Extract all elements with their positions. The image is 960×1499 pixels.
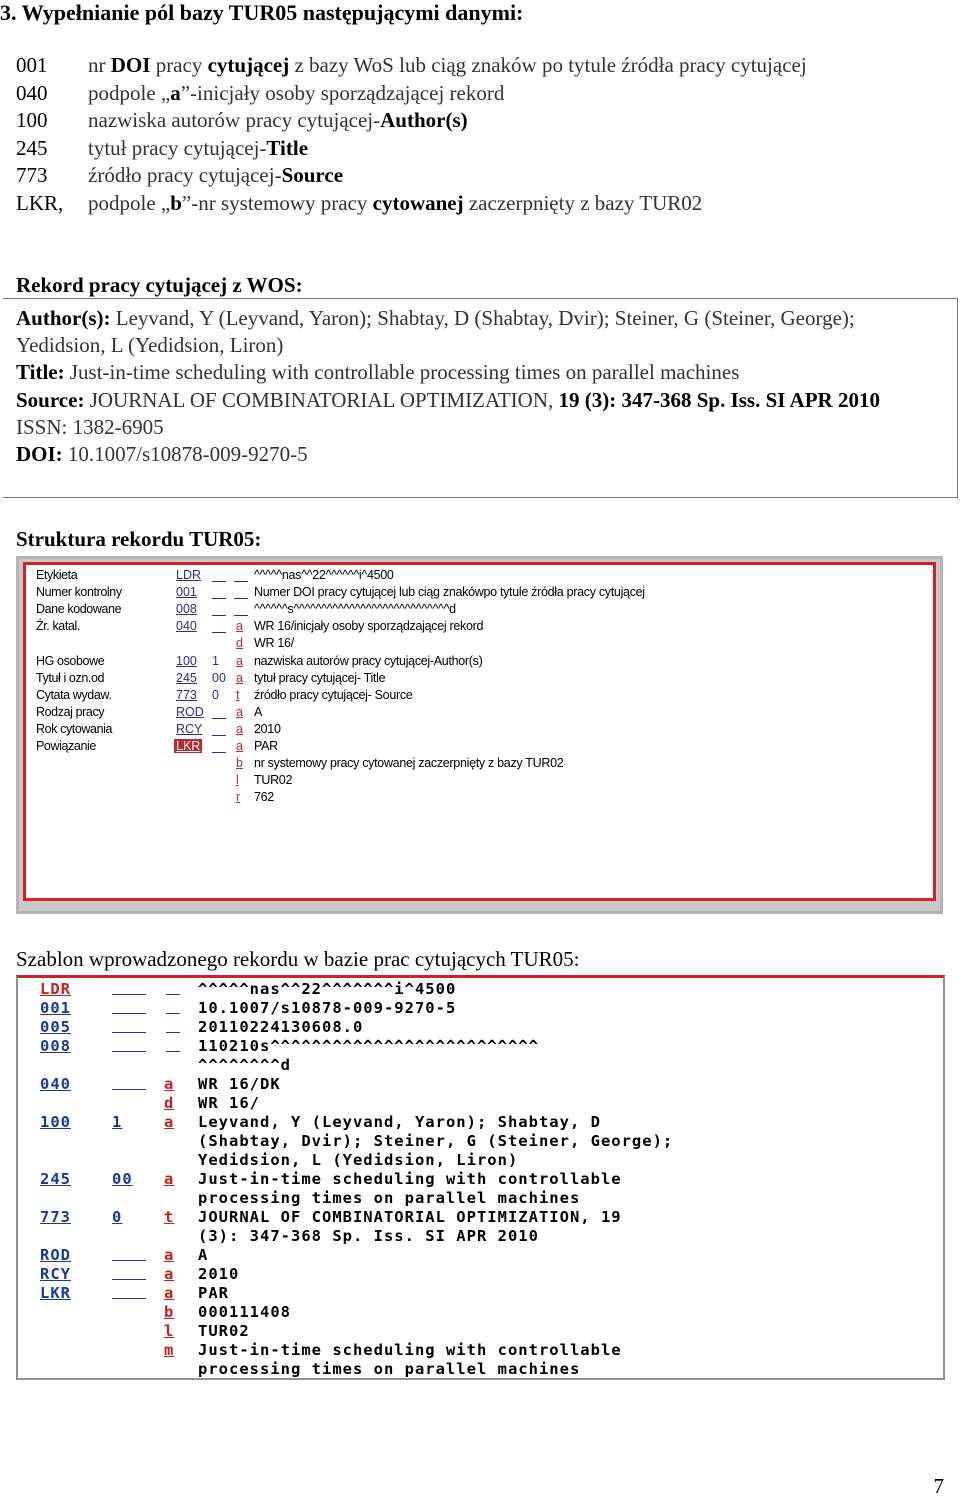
structure-value[interactable]: 2010 — [254, 721, 281, 736]
field-emphasis: DOI — [110, 53, 151, 77]
structure-subfield[interactable]: d — [236, 636, 243, 651]
template-value[interactable]: 10.1007/s10878-009-9270-5 — [198, 999, 457, 1017]
structure-indicator-blank[interactable] — [212, 739, 226, 753]
field-description: źródło pracy cytującej-Source — [88, 163, 344, 187]
structure-value[interactable]: Numer DOI pracy cytującej lub ciąg znakówpo tytule źródła pracy cytującej — [254, 585, 645, 600]
template-subfield[interactable]: a — [164, 1246, 175, 1264]
section-heading: 3. Wypełnianie pól bazy TUR05 następującymi danymi: — [0, 0, 524, 25]
template-screenshot — [16, 975, 945, 1380]
template-indicator[interactable]: 1 — [112, 1113, 123, 1131]
template-indicator-blank[interactable] — [112, 1018, 146, 1033]
structure-subfield[interactable]: l — [236, 773, 239, 788]
structure-tag[interactable]: LKR — [176, 739, 201, 753]
definition-row — [16, 107, 807, 135]
structure-value[interactable]: A — [254, 704, 263, 719]
structure-subfield-blank[interactable] — [234, 585, 248, 599]
field-code: 245 — [16, 135, 48, 160]
template-indicator-blank[interactable] — [112, 980, 146, 995]
field-code: LKR, — [16, 190, 64, 215]
structure-value[interactable]: ^^^^^^s^^^^^^^^^^^^^^^^^^^^^^^^^^^^d — [254, 602, 456, 617]
template-subfield[interactable]: a — [164, 1265, 175, 1283]
structure-subfield[interactable]: a — [236, 653, 243, 668]
structure-tag[interactable]: 773 — [176, 687, 197, 702]
structure-label: Źr. katal. — [36, 619, 80, 634]
structure-tag[interactable]: 001 — [176, 585, 197, 600]
structure-tag[interactable]: ROD — [176, 704, 204, 719]
wos-doi: DOI: 10.1007/s10878-009-9270-5 — [16, 442, 308, 467]
structure-indicator-blank[interactable] — [212, 705, 226, 719]
template-subfield-blank[interactable] — [166, 980, 180, 995]
wos-source: Source: JOURNAL OF COMBINATORIAL OPTIMIZATION, 19 (3): 347-368 Sp. Iss. SI APR 2010 — [16, 387, 880, 412]
template-value[interactable]: 110210s^^^^^^^^^^^^^^^^^^^^^^^^^^ — [198, 1037, 539, 1055]
structure-value[interactable]: WR 16/inicjały osoby sporządzającej rekord — [254, 619, 484, 634]
structure-subfield[interactable]: a — [236, 704, 243, 719]
field-code: 773 — [16, 163, 48, 187]
template-value[interactable]: processing times on parallel machines — [198, 1360, 581, 1378]
template-value[interactable]: WR 16/DK — [198, 1075, 281, 1093]
template-indicator-blank[interactable] — [112, 1246, 146, 1261]
structure-tag[interactable]: 040 — [176, 619, 197, 634]
template-tag[interactable]: 040 — [40, 1075, 71, 1093]
template-tag[interactable]: 773 — [40, 1208, 71, 1226]
template-subfield-blank[interactable] — [166, 1037, 180, 1052]
template-indicator-blank[interactable] — [112, 1075, 146, 1090]
field-description: nr DOI pracy cytującej z bazy WoS lub ciąg znaków po tytule źródła pracy cytującej — [88, 53, 807, 77]
template-title: Szablon wprowadzonego rekordu w bazie prac cytujących TUR05: — [16, 947, 580, 971]
template-value[interactable]: PAR — [198, 1284, 229, 1302]
structure-indicator[interactable]: 1 — [212, 653, 219, 668]
field-emphasis: Source — [281, 163, 344, 187]
field-emphasis: cytującej — [207, 53, 290, 77]
structure-tag[interactable]: RCY — [176, 721, 203, 736]
field-description: tytuł pracy cytującej-Title — [88, 135, 309, 160]
structure-label: HG osobowe — [36, 653, 105, 668]
definition-row — [16, 135, 807, 163]
template-subfield[interactable]: m — [164, 1341, 175, 1359]
wos-record-box — [3, 298, 958, 498]
field-description: nazwiska autorów pracy cytującej-Author(s) — [88, 108, 468, 132]
structure-subfield[interactable]: a — [236, 739, 243, 753]
field-emphasis: Title — [266, 135, 309, 160]
structure-indicator-blank[interactable] — [212, 602, 226, 616]
structure-value[interactable]: 762 — [254, 790, 274, 805]
structure-value[interactable]: nr systemowy pracy cytowanej zaczerpnięty z bazy TUR02 — [254, 756, 564, 771]
template-value[interactable]: 20110224130608.0 — [198, 1018, 364, 1036]
wos-record-title: Rekord pracy cytującej z WOS: — [16, 273, 303, 297]
template-subfield[interactable]: l — [164, 1322, 175, 1340]
structure-indicator-blank[interactable] — [212, 585, 226, 599]
structure-label: Powiązanie — [36, 739, 96, 753]
field-emphasis: b — [170, 190, 182, 215]
page-number: 7 — [933, 1474, 944, 1498]
structure-record-panel — [23, 562, 936, 901]
structure-subfield[interactable]: t — [236, 687, 240, 702]
definition-row — [16, 162, 807, 190]
structure-subfield-blank[interactable] — [234, 568, 248, 582]
template-indicator-blank[interactable] — [112, 999, 146, 1014]
template-value[interactable]: Yedidsion, L (Yedidsion, Liron) — [198, 1151, 519, 1169]
structure-subfield[interactable]: r — [236, 790, 241, 805]
template-tag[interactable]: LDR — [40, 980, 71, 998]
template-value[interactable]: A — [198, 1246, 209, 1264]
structure-indicator-blank[interactable] — [212, 619, 226, 633]
template-subfield[interactable]: a — [164, 1075, 175, 1093]
structure-label: Dane kodowane — [36, 602, 122, 617]
structure-label: Rodzaj pracy — [36, 704, 105, 719]
field-emphasis: Author(s) — [380, 108, 468, 132]
definition-row — [16, 190, 807, 218]
structure-indicator[interactable]: 00 — [212, 670, 226, 685]
template-tag[interactable]: 008 — [40, 1037, 71, 1055]
structure-indicator[interactable]: 0 — [212, 687, 219, 702]
field-emphasis: cytowanej — [372, 190, 464, 215]
template-tag[interactable]: 001 — [40, 999, 71, 1017]
structure-tag[interactable]: LDR — [176, 568, 202, 582]
structure-value[interactable]: nazwiska autorów pracy cytującej-Author(s) — [254, 653, 483, 668]
structure-subfield[interactable]: a — [236, 721, 243, 736]
structure-label: Rok cytowania — [36, 721, 113, 736]
template-value[interactable]: TUR02 — [198, 1322, 250, 1340]
structure-subfield-blank[interactable] — [234, 602, 248, 616]
field-code: 100 — [16, 108, 48, 132]
template-subfield[interactable]: b — [164, 1303, 175, 1321]
template-tag[interactable]: ROD — [40, 1246, 71, 1264]
template-value[interactable]: JOURNAL OF COMBINATORIAL OPTIMIZATION, 19 — [198, 1208, 622, 1226]
structure-tag[interactable]: 245 — [176, 670, 197, 685]
template-value[interactable]: 2010 — [198, 1265, 240, 1283]
template-value[interactable]: WR 16/ — [198, 1094, 260, 1112]
template-value[interactable]: ^^^^^nas^^22^^^^^^^i^4500 — [198, 980, 457, 998]
template-tag[interactable]: RCY — [40, 1265, 71, 1283]
template-tag[interactable]: 245 — [40, 1170, 71, 1188]
field-emphasis: a — [170, 80, 181, 105]
structure-subfield[interactable]: b — [236, 756, 243, 771]
template-indicator-blank[interactable] — [112, 1284, 146, 1299]
template-subfield-blank[interactable] — [166, 1018, 180, 1033]
structure-value[interactable]: PAR — [254, 739, 278, 753]
structure-screenshot — [16, 556, 943, 914]
structure-label: Numer kontrolny — [36, 585, 122, 600]
template-indicator[interactable]: 0 — [112, 1208, 123, 1226]
template-indicator-blank[interactable] — [112, 1037, 146, 1052]
template-subfield[interactable]: a — [164, 1284, 175, 1302]
template-indicator-blank[interactable] — [112, 1265, 146, 1280]
structure-value[interactable]: ^^^^^nas^^22^^^^^^i^4500 — [254, 568, 394, 582]
template-tag[interactable]: 005 — [40, 1018, 71, 1036]
template-value[interactable]: Just-in-time scheduling with controllable — [198, 1170, 622, 1188]
structure-value[interactable]: tytuł pracy cytującej- Title — [254, 670, 386, 685]
template-value[interactable]: Just-in-time scheduling with controllable — [198, 1341, 622, 1359]
template-value[interactable]: processing times on parallel machines — [198, 1189, 581, 1207]
structure-tag[interactable]: 100 — [176, 653, 197, 668]
template-value[interactable]: ^^^^^^^^d — [198, 1056, 291, 1074]
structure-label: Tytuł i ozn.od — [36, 670, 105, 685]
definition-row — [16, 52, 807, 80]
wos-record-text — [16, 305, 946, 468]
template-value[interactable]: Leyvand, Y (Leyvand, Yaron); Shabtay, D — [198, 1113, 601, 1131]
structure-subfield[interactable]: a — [236, 670, 243, 685]
wos-authors: Author(s): Leyvand, Y (Leyvand, Yaron); Shabtay, D (Shabtay, Dvir); Steiner, G (Steiner, George); Yedidsion, L (Yedidsion, Liron) — [16, 306, 855, 358]
template-subfield[interactable]: a — [164, 1170, 175, 1188]
structure-subfield[interactable]: a — [236, 619, 243, 634]
structure-indicator-blank[interactable] — [212, 722, 226, 736]
template-value[interactable]: (Shabtay, Dvir); Steiner, G (Steiner, George); — [198, 1132, 674, 1150]
template-subfield-blank[interactable] — [166, 999, 180, 1014]
field-code: 040 — [16, 80, 48, 105]
structure-value[interactable]: WR 16/ — [254, 636, 294, 651]
template-subfield[interactable]: d — [164, 1094, 175, 1112]
wos-issn: ISSN: 1382-6905 — [16, 414, 164, 439]
structure-title: Struktura rekordu TUR05: — [16, 527, 262, 551]
template-subfield[interactable]: t — [164, 1208, 175, 1226]
field-definitions — [16, 52, 807, 217]
structure-tag[interactable]: 008 — [176, 602, 197, 617]
definition-row — [16, 80, 807, 108]
template-value[interactable]: 000111408 — [198, 1303, 291, 1321]
template-tag[interactable]: 100 — [40, 1113, 71, 1131]
template-value[interactable]: (3): 347-368 Sp. Iss. SI APR 2010 — [198, 1227, 539, 1245]
wos-title: Title: Just-in-time scheduling with controllable processing times on parallel machines — [16, 360, 740, 385]
structure-indicator-blank[interactable] — [212, 568, 226, 582]
field-code: 001 — [16, 53, 48, 77]
template-subfield[interactable]: a — [164, 1113, 175, 1131]
template-tag[interactable]: LKR — [40, 1284, 71, 1302]
field-description: podpole „b”-nr systemowy pracy cytowanej zaczerpnięty z bazy TUR02 — [88, 190, 703, 215]
structure-label: Etykieta — [36, 568, 78, 582]
structure-label: Cytata wydaw. — [36, 687, 112, 702]
field-description: podpole „a”-inicjały osoby sporządzającej rekord — [88, 80, 505, 105]
structure-value[interactable]: źródło pracy cytującej- Source — [254, 687, 413, 702]
template-indicator[interactable]: 00 — [112, 1170, 133, 1188]
structure-value[interactable]: TUR02 — [254, 773, 293, 788]
